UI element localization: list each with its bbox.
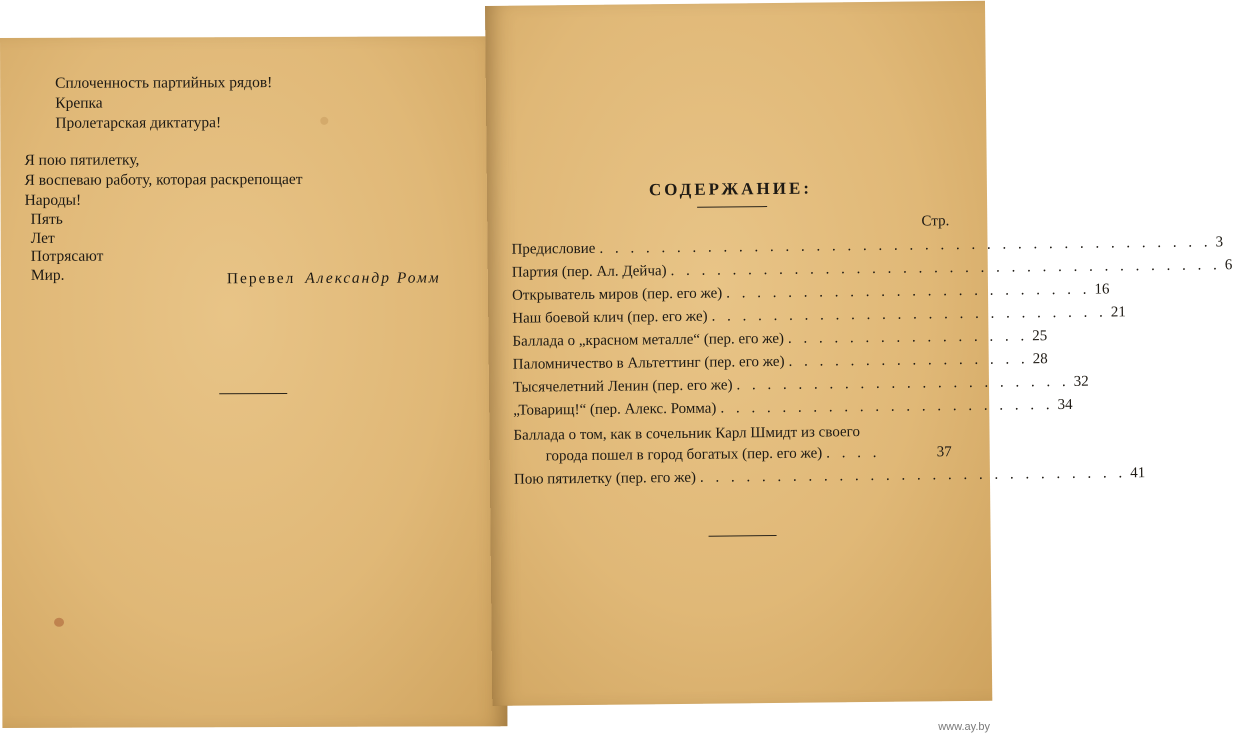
toc-entry-page: 16 [1094, 281, 1110, 298]
toc-leader: . . . . . . . . . . . . . . . . . . . . . . . . . . . . . . . . . . . . [670, 257, 1221, 280]
toc-title: СОДЕРЖАНИЕ: [648, 178, 813, 200]
toc-entry-page: 34 [1057, 396, 1073, 414]
toc-leader: . . . . . . . . . . . . . . . . . . . . . . . . . . [711, 304, 1107, 325]
translator-credit [227, 269, 441, 288]
toc-entry-page: 25 [1032, 328, 1048, 345]
toc-entry-title: Пою пятилетку (пер. его же) [513, 469, 697, 488]
toc-entry-page: 37 [936, 444, 952, 461]
poem-line: Пять [30, 210, 63, 228]
poem-line: Сплоченность партийных рядов! [55, 74, 273, 92]
toc-entry [546, 444, 952, 470]
right-page [485, 1, 1233, 706]
toc-entry [513, 465, 1146, 494]
poem-line: Народы! [24, 191, 82, 209]
toc-entry-title: Баллада о „красном металле“ (пер. его же) [512, 330, 785, 350]
toc-entry [512, 328, 1048, 356]
poem-line: Пролетарская диктатура! [55, 114, 222, 132]
toc-entry-page: 32 [1073, 373, 1089, 390]
toc-entry-page: 28 [1032, 351, 1048, 368]
section-divider [219, 393, 287, 394]
toc-entry [512, 351, 1048, 379]
toc-entry-page: 3 [1215, 234, 1224, 251]
toc-entry-title: Предисловие [511, 240, 596, 258]
poem-line: Я пою пятилетку, [24, 151, 140, 169]
toc-entry [511, 257, 1233, 287]
toc-leader: . . . . . . . . . . . . . . . . [787, 328, 1029, 347]
toc-entry [511, 234, 1224, 264]
translator-prefix: Перевел [226, 269, 296, 288]
toc-leader: . . . . . . . . . . . . . . . . . . . . . . [720, 397, 1054, 417]
poem-line: Я воспеваю работу, которая раскрепощает [24, 170, 303, 189]
poem-line: Мир. [30, 266, 65, 284]
toc-entry [513, 396, 1073, 425]
toc-entry-title: Открыватель миров (пер. его же) [511, 285, 723, 304]
toc-entry [511, 281, 1110, 310]
section-divider [709, 535, 777, 537]
watermark: www.ay.by [938, 721, 990, 733]
poem-line: Лет [30, 229, 55, 247]
toc-leader: . . . . [826, 444, 881, 462]
translator-name: Александр Ромм [305, 269, 441, 287]
toc-leader: . . . . . . . . . . . . . . . . . . . . . . . . . . . . . . . . . . . . . . . . [599, 234, 1212, 257]
poem-line: Потрясают [30, 247, 104, 265]
toc-entry-title: города пошел в город богатых (пер. его же) [545, 445, 823, 465]
toc-entry-title: Тысячелетний Ленин (пер. его же) [512, 377, 733, 396]
poem-line: Крепка [55, 94, 103, 112]
toc-entry-title: Наш боевой клич (пер. его же) [512, 308, 708, 327]
toc-leader: . . . . . . . . . . . . . . . . . . . . . . . . [726, 281, 1091, 302]
left-page [0, 36, 507, 728]
toc-entry [512, 304, 1126, 333]
toc-leader: . . . . . . . . . . . . . . . . . . . . . . [736, 373, 1070, 394]
toc-leader: . . . . . . . . . . . . . . . . [788, 351, 1029, 370]
toc-leader: . . . . . . . . . . . . . . . . . . . . . . . . . . . . [699, 465, 1127, 486]
paper-stain [54, 618, 64, 627]
toc-entry-title: „Товарищ!“ (пер. Алекс. Ромма) [513, 400, 717, 419]
toc-entry-title: Баллада о том, как в сочельник Карл Шмидт из своего [513, 424, 860, 444]
toc-entry-page: 41 [1130, 465, 1146, 482]
page-column-label: Стр. [921, 213, 950, 230]
title-divider [697, 206, 767, 208]
toc-entry [512, 373, 1089, 402]
toc-entry-page: 6 [1224, 257, 1233, 274]
toc-entry-page: 21 [1110, 304, 1126, 321]
toc-entry-title: Партия (пер. Ал. Дейча) [511, 263, 667, 281]
paper-stain [320, 117, 328, 125]
toc-entry-title: Паломничество в Альтеттинг (пер. его же) [512, 353, 785, 373]
